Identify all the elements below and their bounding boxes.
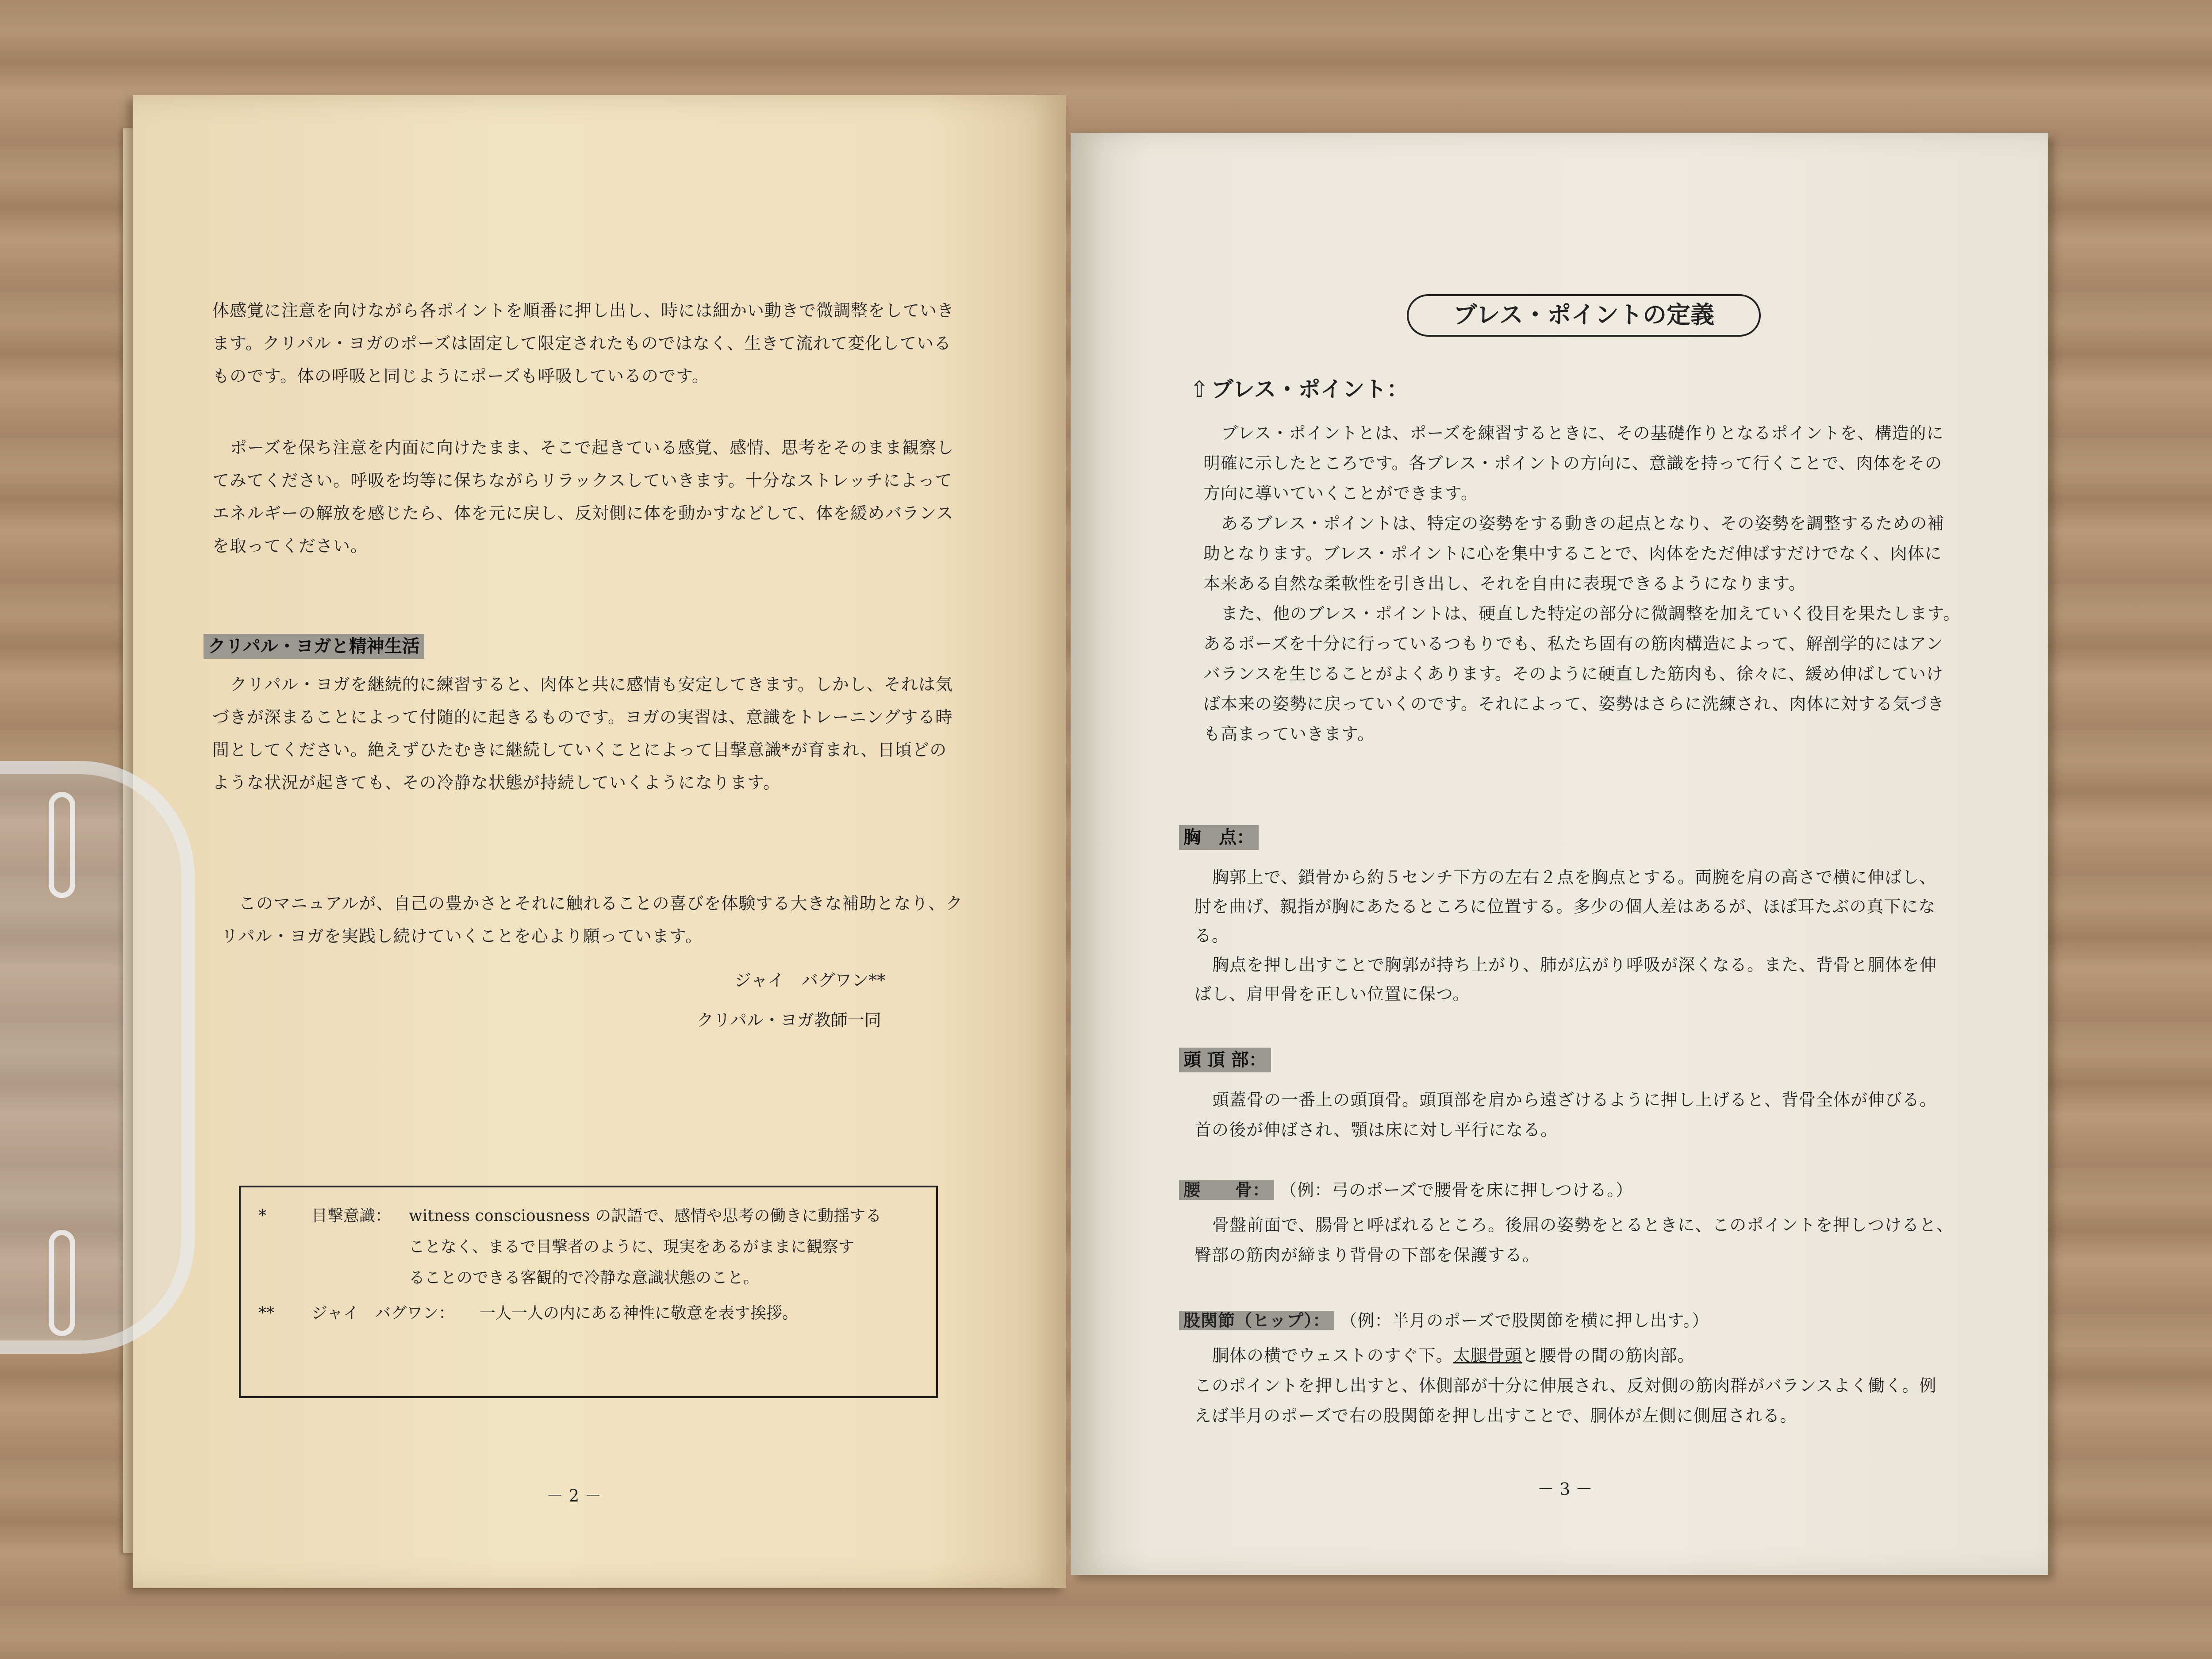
text-line: 肘を曲げ、親指が胸にあたるところに位置する。多少の個人差はあるが、ほぼ耳たぶの真下にな (1194, 897, 1936, 916)
text-line: 首の後が伸ばされ、顎は床に対し平行になる。 (1194, 1120, 1558, 1140)
hipbone-point-text (1194, 1210, 1954, 1270)
text-line: 骨盤前面で、腸骨と呼ばれるところ。後屈の姿勢をとるときに、このポイントを押しつけると、 (1212, 1215, 1954, 1235)
page-title: ブレス・ポイントの定義 (1407, 294, 1761, 337)
text-line: エネルギーの解放を感じたら、体を元に戻し、反対側に体を動かすなどして、体を緩めバランス (212, 503, 954, 523)
text-line: ポーズを保ち注意を内面に向けたまま、そこで起きている感覚、感情、思考をそのまま観察し (230, 438, 954, 457)
section-heading: クリパル・ヨガと精神生活 (204, 634, 424, 659)
left-para-2 (212, 431, 954, 562)
footnote-term-1: 目撃意識： (311, 1207, 392, 1225)
text-line: ブレス・ポイントとは、ポーズを練習するときに、その基礎作りとなるポイントを、構造的に (1221, 423, 1944, 443)
page-number-left: － 2 － (546, 1486, 602, 1505)
text-line: ばし、肩甲骨を正しい位置に保つ。 (1194, 984, 1470, 1004)
text-line: ます。クリパル・ヨガのポーズは固定して限定されたものではなく、生きて流れて変化している (212, 334, 952, 353)
text-line: 頭蓋骨の一番上の頭頂骨。頭頂部を肩から遠ざけるように押し上げると、背骨全体が伸びる。 (1212, 1090, 1937, 1110)
text-span: と腰骨の間の筋肉部。 (1522, 1346, 1695, 1365)
text-line: ものです。体の呼吸と同じようにポーズも呼吸しているのです。 (212, 366, 710, 386)
text-line: クリパル・ヨガを継続的に練習すると、肉体と共に感情も安定してきます。しかし、それは気 (230, 675, 953, 694)
text-line: 助となります。ブレス・ポイントに心を集中することで、肉体をただ伸ばすだけでなく、肉体に (1203, 544, 1942, 563)
page-number-right: － 3 － (1537, 1479, 1593, 1499)
text-line: あるブレス・ポイントは、特定の姿勢をする動きの起点となり、その姿勢を調整するための補 (1221, 514, 1945, 533)
footnote-term-2: ジャイ バグワン： (311, 1304, 455, 1322)
signature-teachers: クリパル・ヨガ教師一同 (697, 1010, 881, 1030)
crown-point-label: 頭 頂 部： (1179, 1048, 1271, 1072)
hipjoint-heading-row (1179, 1307, 1709, 1334)
hipjoint-point-text (1194, 1340, 1936, 1431)
hipjoint-example: （例：半月のポーズで股関節を横に押し出す。） (1340, 1311, 1709, 1330)
text-line: ような状況が起きても、その冷静な状態が持続していくようになります。 (212, 773, 780, 792)
text-line: このポイントを押し出すと、体側部が十分に伸展され、反対側の筋肉群がバランスよく働く。例 (1194, 1376, 1937, 1395)
text-line: ことなく、まるで目撃者のように、現実をあるがままに観察す (409, 1238, 854, 1256)
hipbone-heading-row (1179, 1177, 1633, 1203)
footnote-box (239, 1186, 938, 1398)
text-line: また、他のブレス・ポイントは、硬直した特定の部分に微調整を加えていく役目を果たします。 (1221, 604, 1961, 623)
crown-point-text (1194, 1085, 1937, 1145)
signature-jai-bhagwan: ジャイ バグワン** (734, 971, 886, 990)
text-line: づきが深まることによって付随的に起きるものです。ヨガの実習は、意識をトレーニングする時 (212, 707, 953, 727)
footnote-mark-2: ** (258, 1304, 274, 1322)
text-line: あるポーズを十分に行っているつもりでも、私たち固有の筋肉構造によって、解剖学的にはアン (1203, 634, 1943, 653)
text-line: えば半月のポーズで右の股関節を押し出すことで、胴体が左側に側屈される。 (1194, 1406, 1797, 1425)
underlined-term: 太腿骨頭 (1453, 1346, 1522, 1365)
text-line: 本来ある自然な柔軟性を引き出し、それを自由に表現できるようになります。 (1203, 574, 1806, 593)
text-line: リパル・ヨガを実践し続けていくことを心より願っています。 (221, 926, 703, 946)
text-line: ば本来の姿勢に戻っていくのです。それによって、姿勢はさらに洗練され、肉体に対する気づき (1203, 694, 1945, 714)
hipbone-point-label: 腰 骨： (1179, 1180, 1274, 1200)
text-line: ることのできる客観的で冷静な意識状態のこと。 (409, 1269, 760, 1287)
footnote-mark-1: * (258, 1207, 266, 1225)
chest-point-text (1194, 863, 1937, 1009)
text-line: 臀部の筋肉が締まり背骨の下部を保護する。 (1194, 1245, 1540, 1265)
text-line: 胸点を押し出すことで胸郭が持ち上がり、肺が広がり呼吸が深くなる。また、背骨と胴体を伸 (1212, 955, 1937, 975)
left-para-1 (212, 294, 954, 392)
sub-heading-text: ブレス・ポイント： (1211, 376, 1409, 402)
text-line: このマニュアルが、自己の豊かさとそれに触れることの喜びを体験する大きな補助となり、ク (239, 894, 963, 913)
intro-paragraphs (1203, 418, 1960, 749)
hipbone-example: （例：弓のポーズで腰骨を床に押しつける。） (1280, 1180, 1633, 1200)
left-para-4 (221, 887, 963, 952)
text-line: を取ってください。 (212, 536, 368, 556)
text-line: 明確に示したところです。各ブレス・ポイントの方向に、意識を持って行くことで、肉体をその (1203, 453, 1943, 473)
up-arrow-icon: ⇧ (1190, 376, 1209, 402)
chest-point-label: 胸 点： (1179, 825, 1259, 850)
footnote-text-1 (409, 1201, 881, 1294)
text-line: 胸郭上で、鎖骨から約５センチ下方の左右２点を胸点とする。両腕を肩の高さで横に伸ばし、 (1212, 868, 1937, 887)
text-line: witness consciousness の訳語で、感情や思考の働きに動揺する (409, 1207, 882, 1225)
hipjoint-point-label: 股関節（ヒップ）： (1179, 1311, 1334, 1330)
footnote-text-2: 一人一人の内にある神性に敬意を表す挨拶。 (480, 1304, 799, 1322)
text-line: る。 (1194, 926, 1229, 945)
clip-slot-top (49, 792, 75, 898)
text-line: バランスを生じることがよくあります。そのように硬直した筋肉も、徐々に、緩め伸ばしていけ (1203, 664, 1943, 684)
text-span: 胴体の横でウェストのすぐ下。 (1212, 1346, 1453, 1365)
text-line: も高まっていきます。 (1203, 724, 1375, 744)
binder-clip (0, 761, 195, 1354)
breath-point-heading (1190, 374, 1409, 405)
text-line: 間としてください。絶えずひたむきに継続していくことによって目撃意識*が育まれ、日頃どの (212, 740, 947, 760)
text-line: 方向に導いていくことができます。 (1203, 484, 1478, 503)
text-line: てみてください。呼吸を均等に保ちながらリラックスしていきます。十分なストレッチによって (212, 471, 952, 490)
clip-slot-bottom (49, 1230, 75, 1336)
text-line: 体感覚に注意を向けながら各ポイントを順番に押し出し、時には細かい動きで微調整をしていき (212, 301, 955, 320)
text-line (1194, 1340, 1936, 1371)
left-para-3 (212, 668, 953, 799)
